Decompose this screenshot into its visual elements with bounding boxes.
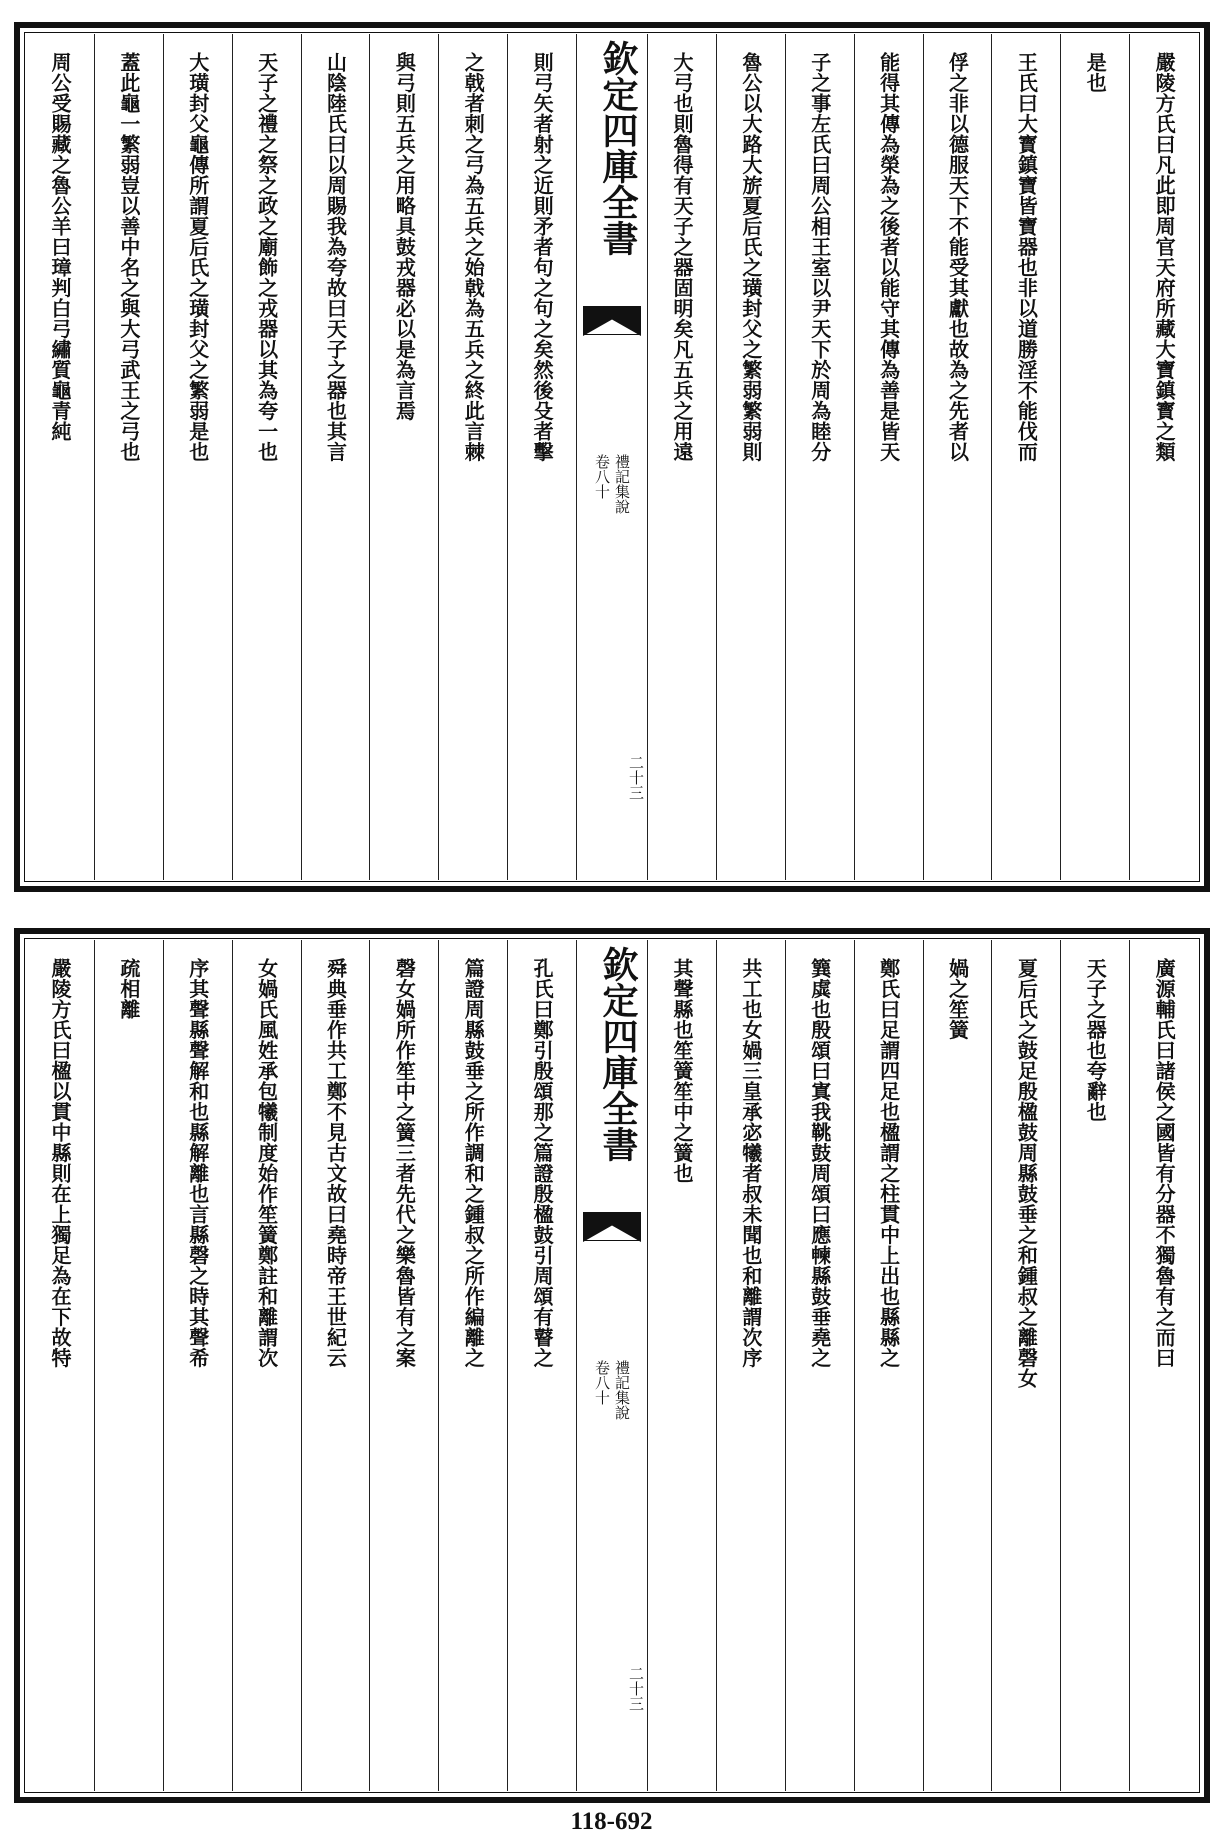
gutter-book-name: 禮記集說 xyxy=(613,1360,631,1420)
text-column: 共工也女媧三皇承宓犧者叔未聞也和離謂次序 xyxy=(716,940,785,1791)
text-column: 大弓也則魯得有天子之器固明矣凡五兵之用遠 xyxy=(647,34,716,880)
text-column: 鄭氏曰足謂四足也楹謂之柱貫中上出也縣縣之 xyxy=(854,940,923,1791)
text-column: 則弓矢者射之近則矛者句之句之矣然後殳者擊 xyxy=(507,34,576,880)
bottom-page xyxy=(14,928,1210,1803)
gutter-juan: 卷八十 xyxy=(593,454,611,499)
text-column: 夏后氏之鼓足殷楹鼓周縣鼓垂之和鍾叔之離磬女 xyxy=(991,940,1060,1791)
text-column: 魯公以大路大旂夏后氏之璜封父之繁弱繁弱則 xyxy=(716,34,785,880)
text-column: 之戟者刺之弓為五兵之始戟為五兵之終此言棘 xyxy=(438,34,507,880)
text-column: 天子之器也夸辭也 xyxy=(1060,940,1129,1791)
text-column: 能得其傳為榮為之後者以能守其傳為善是皆天 xyxy=(854,34,923,880)
gutter-subtitle xyxy=(577,1360,647,1420)
fish-tail-mark-icon xyxy=(583,1212,641,1242)
text-column: 女媧氏風姓承包犧制度始作笙簧鄭註和離謂次 xyxy=(232,940,301,1791)
text-column: 篇證周縣鼓垂之所作調和之鍾叔之所作編離之 xyxy=(438,940,507,1791)
text-column: 簨虡也殷頌曰寘我鞉鼓周頌曰應朄縣鼓垂堯之 xyxy=(785,940,854,1791)
text-column: 子之事左氏曰周公相王室以尹天下於周為睦分 xyxy=(785,34,854,880)
gutter-subtitle xyxy=(577,454,647,514)
text-column: 是也 xyxy=(1060,34,1129,880)
book-title: 欽定四庫全書 xyxy=(597,40,639,256)
gutter-page-number: 二十三 xyxy=(627,755,645,800)
book-title: 欽定四庫全書 xyxy=(597,946,639,1162)
page-footer-number: 118-692 xyxy=(570,1808,653,1835)
text-column: 俘之非以德服天下不能受其獻也故為之先者以 xyxy=(923,34,992,880)
text-column: 與弓則五兵之用略具鼓戎器必以是為言焉 xyxy=(369,34,438,880)
text-column: 媧之笙簧 xyxy=(923,940,992,1791)
text-column: 疏相離 xyxy=(94,940,163,1791)
center-gutter xyxy=(576,940,647,1791)
text-column: 大璜封父龜傳所謂夏后氏之璜封父之繁弱是也 xyxy=(163,34,232,880)
text-column: 序其聲縣聲解和也縣解離也言縣磬之時其聲希 xyxy=(163,940,232,1791)
text-column: 廣源輔氏曰諸侯之國皆有分器不獨魯有之而曰 xyxy=(1129,940,1198,1791)
text-column: 孔氏曰鄭引殷頌那之篇證殷楹鼓引周頌有瞽之 xyxy=(507,940,576,1791)
fish-tail-mark-icon xyxy=(583,306,641,336)
center-gutter xyxy=(576,34,647,880)
text-column: 其聲縣也笙簧笙中之簧也 xyxy=(647,940,716,1791)
text-column: 蓋此龜一繁弱豈以善中名之與大弓武王之弓也 xyxy=(94,34,163,880)
text-column: 山陰陸氏曰以周賜我為夸故曰天子之器也其言 xyxy=(301,34,370,880)
text-column: 嚴陵方氏曰楹以貫中縣則在上獨足為在下故特 xyxy=(47,958,72,1368)
top-page xyxy=(14,22,1210,892)
text-column: 天子之禮之祭之政之廟飾之戎器以其為夸一也 xyxy=(232,34,301,880)
text-column: 王氏曰大寳鎮寶皆寶器也非以道勝淫不能伐而 xyxy=(991,34,1060,880)
text-column: 周公受賜藏之魯公羊曰璋判白弓繡質龜青純 xyxy=(47,52,72,442)
text-column: 磬女媧所作笙中之簧三者先代之樂魯皆有之案 xyxy=(369,940,438,1791)
text-column: 舜典垂作共工鄭不見古文故曰堯時帝王世紀云 xyxy=(301,940,370,1791)
text-column: 嚴陵方氏曰凡此即周官天府所藏大寶鎮寳之類 xyxy=(1129,34,1198,880)
gutter-book-name: 禮記集說 xyxy=(613,454,631,514)
gutter-page-number: 二十三 xyxy=(627,1666,645,1711)
gutter-juan: 卷八十 xyxy=(593,1360,611,1405)
